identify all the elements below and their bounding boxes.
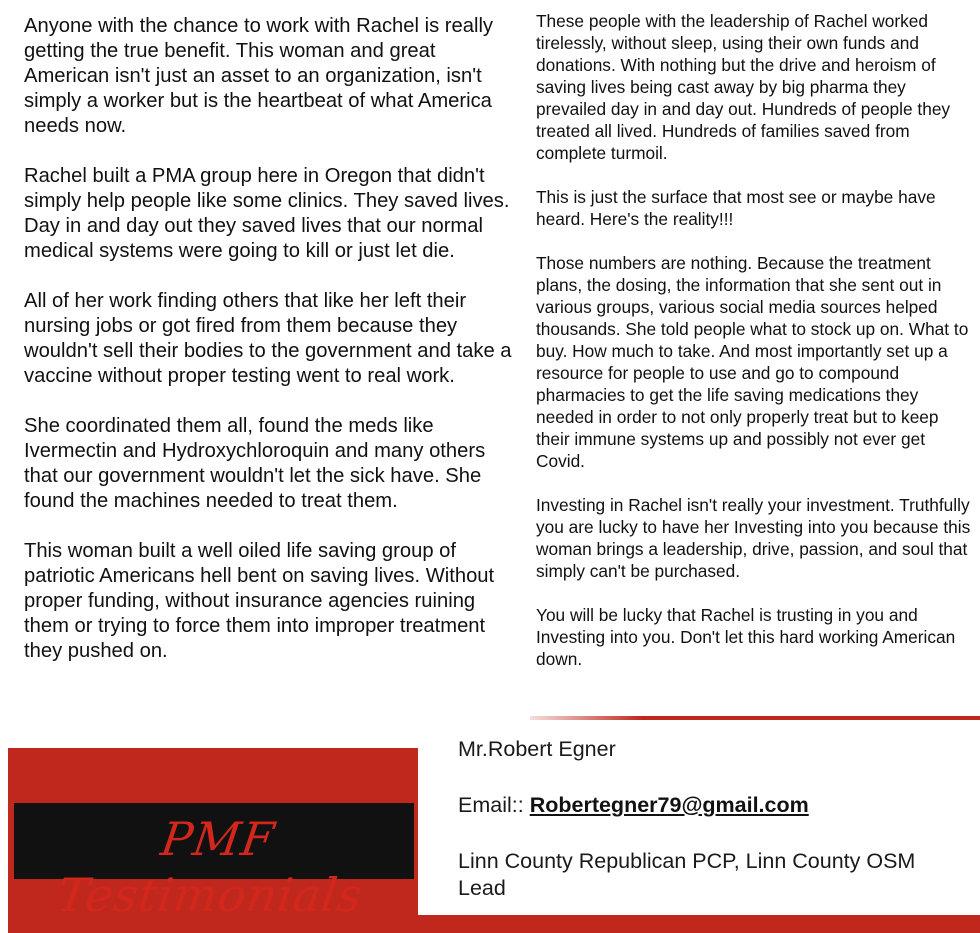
logo bbox=[14, 803, 414, 922]
contact-title: Linn County Republican PCP, Linn County OSM Lead bbox=[458, 849, 916, 900]
paragraph: All of her work finding others that like her left their nursing jobs or got fired from them because they wouldn't sell their bodies to the government and take a vaccine without proper testing went to real work. bbox=[24, 290, 512, 387]
divider-line bbox=[530, 716, 980, 720]
contact-name: Mr.Robert Egner bbox=[458, 737, 616, 761]
logo-text: PMF Testimonials bbox=[54, 812, 367, 922]
paragraph: She coordinated them all, found the meds like Ivermectin and Hydroxychloroquin and many others that our government wouldn't let the sick have. She found the machines needed to treat them. bbox=[24, 415, 486, 512]
paragraph: This is just the surface that most see or maybe have heard. Here's the reality!!! bbox=[536, 187, 936, 229]
email-link[interactable]: Robertegner79@gmail.com bbox=[529, 793, 809, 817]
left-column bbox=[24, 14, 514, 689]
email-label: Email:: bbox=[458, 793, 524, 817]
paragraph: Anyone with the chance to work with Rachel is really getting the true benefit. This woman and great American isn't just an asset to an organization, isn't simply a worker but is the heartbeat of what America needs now. bbox=[24, 15, 494, 137]
paragraph: You will be lucky that Rachel is trusting in you and Investing into you. Don't let this hard working American down. bbox=[536, 605, 956, 669]
paragraph: This woman built a well oiled life saving group of patriotic Americans hell bent on saving lives. Without proper funding, without insurance agencies ruining them or trying to force them into improper treatment they pushed on. bbox=[24, 540, 495, 662]
paragraph: Those numbers are nothing. Because the treatment plans, the dosing, the information that she sent out in various groups, various social media sources helped thousands. She told people what to stock up on. What to buy. How much to take. And most importantly set up a resource for people to use and go to compound pharmacies to get the life saving medications they needed in order to not only properly treat but to keep their immune systems up and possibly not ever get Covid. bbox=[536, 253, 969, 471]
right-column bbox=[536, 10, 976, 692]
paragraph: Investing in Rachel isn't really your investment. Truthfully you are lucky to have her Investing into you because this woman brings a leadership, drive, passion, and soul that simply can't be purchased. bbox=[536, 495, 971, 581]
paragraph: These people with the leadership of Rachel worked tirelessly, without sleep, using their own funds and donations. With nothing but the drive and heroism of saving lives being cast away by big pharma they prevailed day in and day out. Hundreds of people they treated all lived. Hundreds of families saved from complete turmoil. bbox=[536, 11, 951, 163]
contact-email-row bbox=[458, 792, 968, 819]
paragraph: Rachel built a PMA group here in Oregon that didn't simply help people like some clinics. They saved lives. Day in and day out they saved lives that our normal medical systems were going to kill or just let die. bbox=[24, 165, 510, 262]
contact-block bbox=[458, 736, 968, 931]
